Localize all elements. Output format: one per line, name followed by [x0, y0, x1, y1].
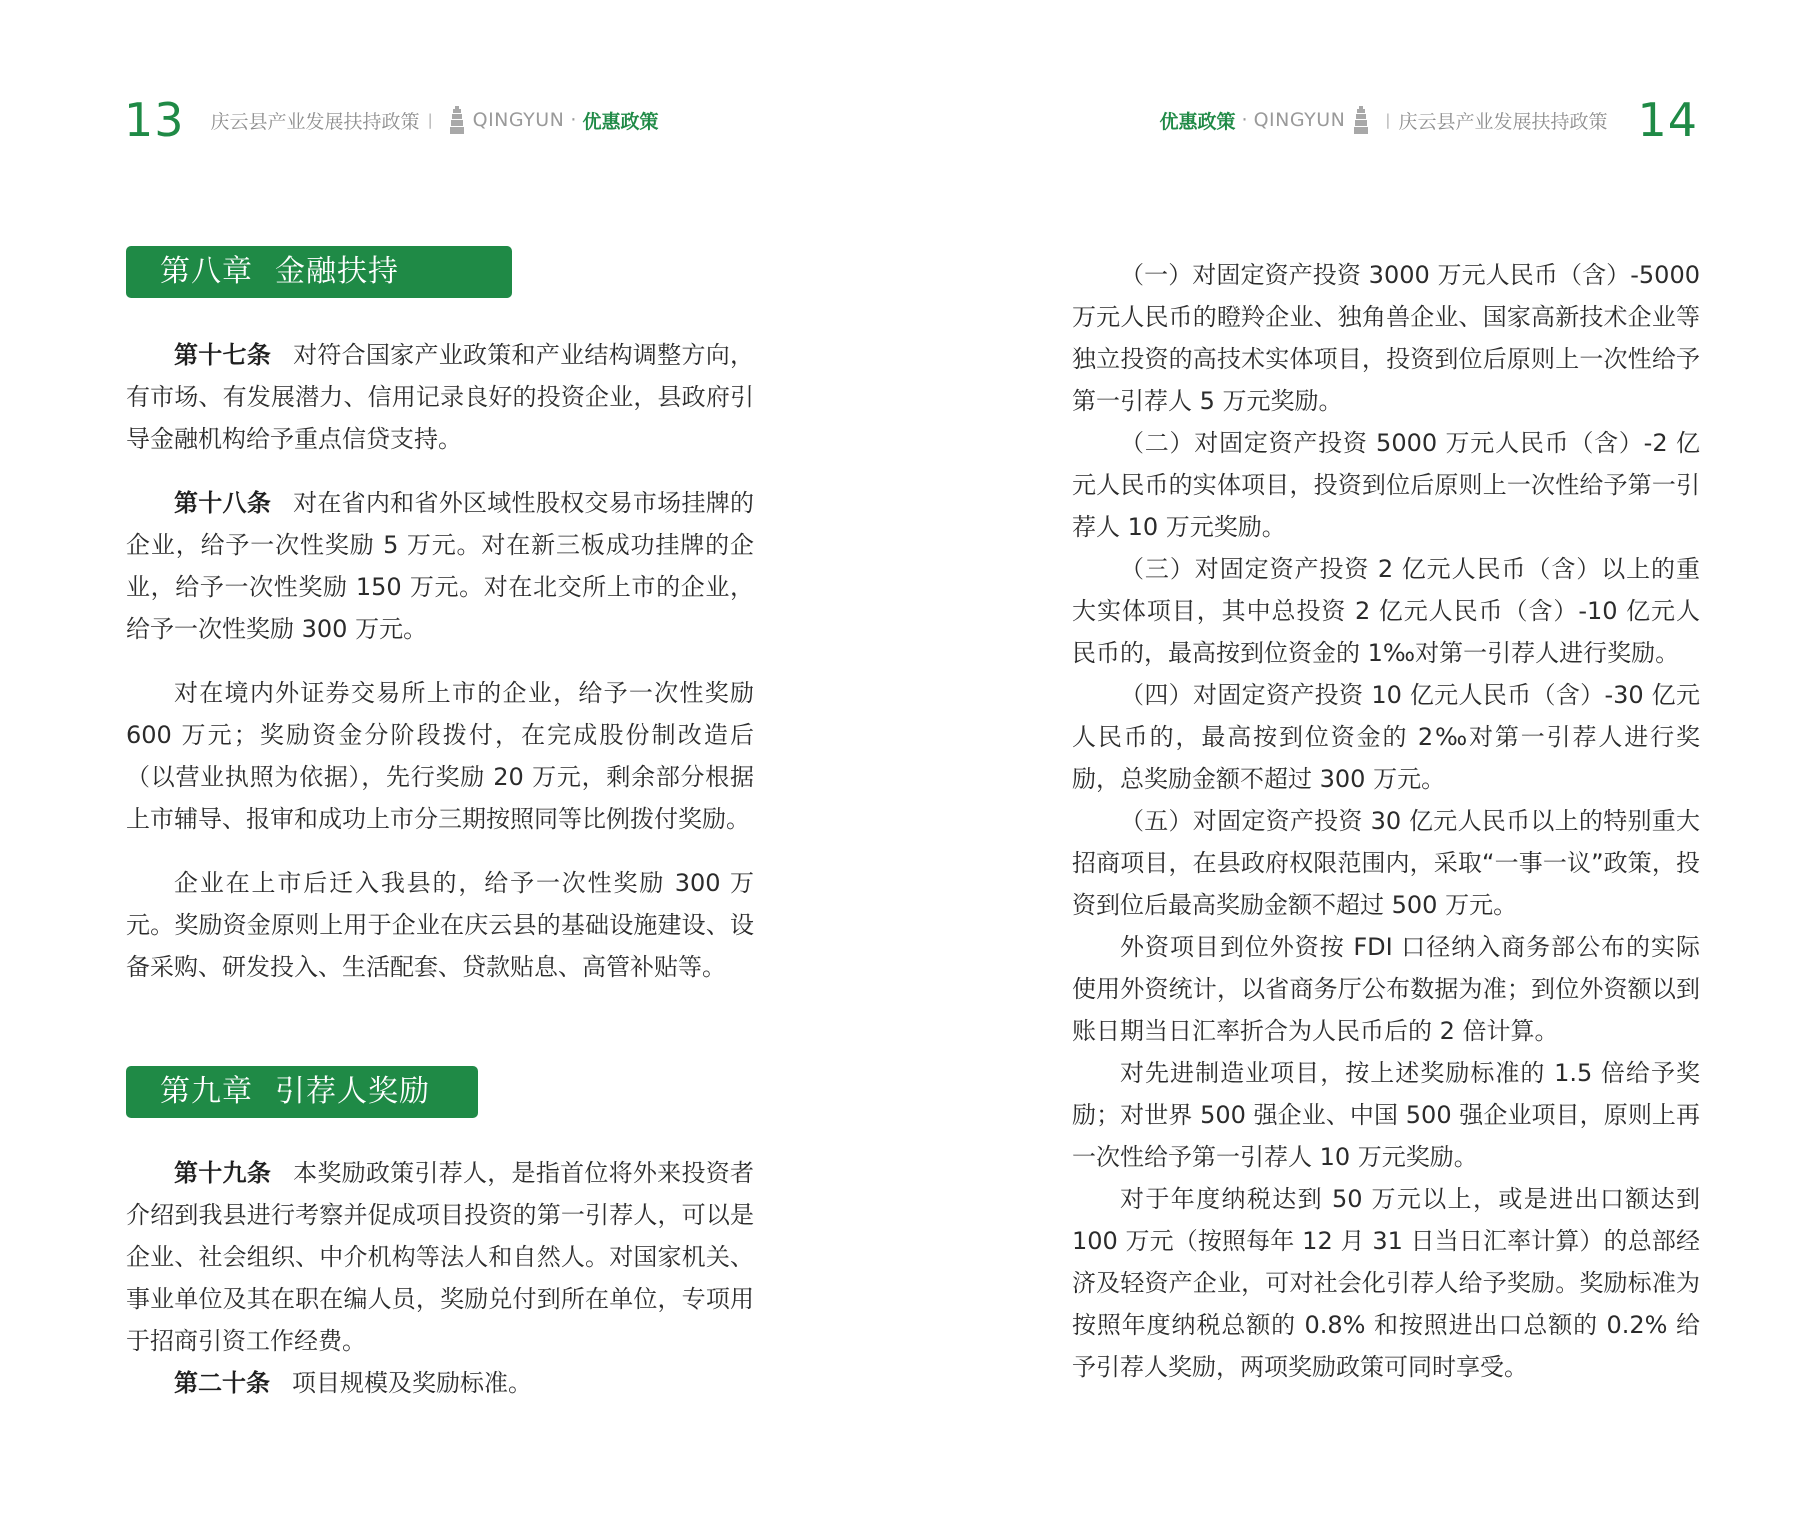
chapter-8-title: 金融扶持 — [275, 254, 399, 289]
chapter-9-number: 第九章 — [160, 1074, 253, 1109]
right-header-divider: | — [1385, 111, 1391, 129]
left-brand: QINGYUN — [472, 109, 565, 131]
left-running-title: 庆云县产业发展扶持政策 — [210, 110, 420, 133]
right-section-name: 优惠政策 — [1159, 110, 1236, 133]
article-18-text: 对在省内和省外区域性股权交易市场挂牌的企业，给予一次性奖励 5 万元。对在新三板成功挂牌的企业，给予一次性奖励 150 万元。对在北交所上市的企业，给予一次性奖励 300 万元。 — [126, 489, 755, 643]
reward-tier-1: （一）对固定资产投资 3000 万元人民币（含）-5000 万元人民币的瞪羚企业、独角兽企业、国家高新技术企业等独立投资的高技术实体项目，投资到位后原则上一次性给予第一引荐人 5 万元奖励。 — [1072, 261, 1700, 415]
left-column-lower — [126, 1152, 754, 1404]
reward-tier-5: （五）对固定资产投资 30 亿元人民币以上的特别重大招商项目，在县政府权限范围内，采取“一事一议”政策，投资到位后最高奖励金额不超过 500 万元。 — [1072, 807, 1700, 919]
article-18-label: 第十八条 — [174, 489, 272, 517]
left-running-header — [124, 93, 659, 147]
article-20 — [126, 1362, 754, 1404]
reward-tier-3: （三）对固定资产投资 2 亿元人民币（含）以上的重大实体项目，其中总投资 2 亿元人民币（含）-10 亿元人民币的，最高按到位资金的 1‰对第一引荐人进行奖励。 — [1072, 555, 1700, 667]
article-19 — [126, 1152, 754, 1362]
right-brand: QINGYUN — [1253, 109, 1346, 131]
right-page-number: 14 — [1637, 93, 1698, 147]
chapter-9-banner — [126, 1066, 478, 1118]
right-header-dot: · — [1241, 109, 1248, 131]
right-running-header — [1159, 93, 1698, 147]
article-17-label: 第十七条 — [174, 341, 272, 369]
pagoda-logo-icon — [449, 106, 465, 134]
foreign-investment-paragraph: 外资项目到位外资按 FDI 口径纳入商务部公布的实际使用外资统计，以省商务厅公布数据为准；到位外资额以到账日期当日汇率折合为人民币后的 2 倍计算。 — [1072, 933, 1700, 1045]
chapter-8-number: 第八章 — [160, 254, 253, 289]
pagoda-logo-icon — [1353, 106, 1369, 134]
relocation-reward-paragraph: 企业在上市后迁入我县的，给予一次性奖励 300 万元。奖励资金原则上用于企业在庆云县的基础设施建设、设备采购、研发投入、生活配套、贷款贴息、高管补贴等。 — [126, 869, 754, 981]
reward-tier-4: （四）对固定资产投资 10 亿元人民币（含）-30 亿元人民币的，最高按到位资金的 2‰对第一引荐人进行奖励，总奖励金额不超过 300 万元。 — [1072, 681, 1700, 793]
left-section-name: 优惠政策 — [582, 110, 659, 133]
headquarters-reward-paragraph: 对于年度纳税达到 50 万元以上，或是进出口额达到 100 万元（按照每年 12 月 31 日当日汇率计算）的总部经济及轻资产企业，可对社会化引荐人给予奖励。奖励标准为按照年度纳税总额的 0.8% 和按照进出口总额的 0.2% 给予引荐人奖励，两项奖励政策可同时享受。 — [1072, 1185, 1700, 1381]
article-19-label: 第十九条 — [174, 1159, 272, 1187]
left-header-dot: · — [570, 109, 577, 131]
left-page-number: 13 — [124, 93, 185, 147]
right-column — [1072, 254, 1700, 1388]
chapter-9-title: 引荐人奖励 — [275, 1074, 430, 1109]
article-20-label: 第二十条 — [174, 1369, 270, 1397]
article-19-text: 本奖励政策引荐人，是指首位将外来投资者介绍到我县进行考察并促成项目投资的第一引荐人，可以是企业、社会组织、中介机构等法人和自然人。对国家机关、事业单位及其在职在编人员，奖励兑付到所在单位，专项用于招商引资工作经费。 — [126, 1159, 755, 1355]
right-running-title: 庆云县产业发展扶持政策 — [1398, 110, 1608, 133]
article-20-text: 项目规模及奖励标准。 — [292, 1369, 532, 1397]
left-header-divider: | — [427, 111, 433, 129]
article-18 — [126, 482, 754, 650]
chapter-8-banner — [126, 246, 512, 298]
left-column-upper — [126, 334, 754, 988]
reward-tier-2: （二）对固定资产投资 5000 万元人民币（含）-2 亿元人民币的实体项目，投资到位后原则上一次性给予第一引荐人 10 万元奖励。 — [1072, 429, 1700, 541]
listing-reward-paragraph: 对在境内外证券交易所上市的企业，给予一次性奖励 600 万元；奖励资金分阶段拨付，在完成股份制改造后（以营业执照为依据），先行奖励 20 万元，剩余部分根据上市辅导、报审和成功上市分三期按照同等比例拨付奖励。 — [126, 679, 754, 833]
article-17-text: 对符合国家产业政策和产业结构调整方向，有市场、有发展潜力、信用记录良好的投资企业，县政府引导金融机构给予重点信贷支持。 — [126, 341, 755, 453]
article-17 — [126, 334, 754, 460]
advanced-manufacturing-paragraph: 对先进制造业项目，按上述奖励标准的 1.5 倍给予奖励；对世界 500 强企业、中国 500 强企业项目，原则上再一次性给予第一引荐人 10 万元奖励。 — [1072, 1059, 1700, 1171]
